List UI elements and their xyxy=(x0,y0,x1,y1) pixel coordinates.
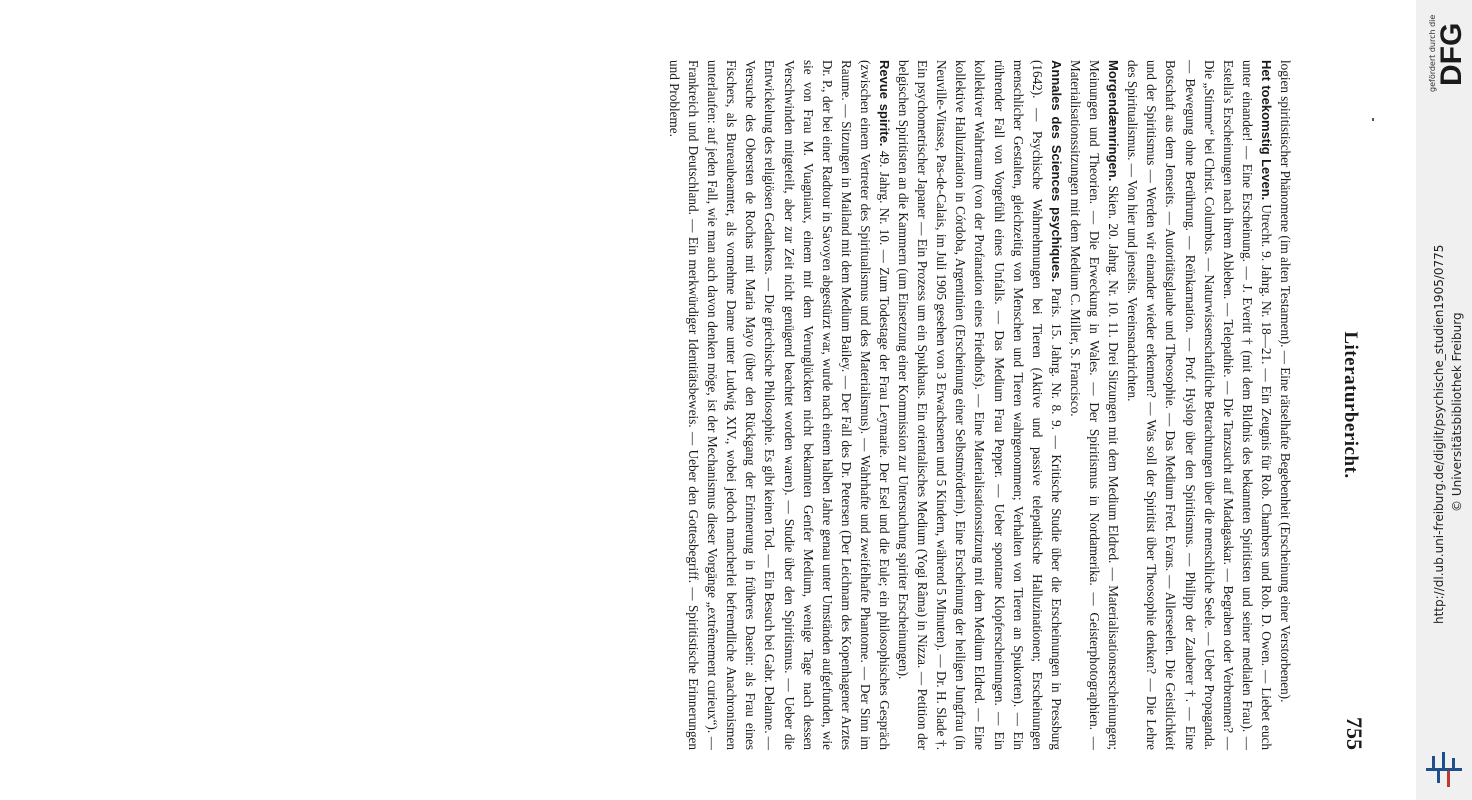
entry-text: logien spiritistischer Phänomene (im alten Testament). — Eine rätselhafte Begebenheit (Erscheinung einer Verstorbenen). xyxy=(1278,60,1293,703)
body-text xyxy=(665,60,1295,750)
entry-continuation xyxy=(1276,60,1295,750)
dfg-logo-text: DFG xyxy=(1435,22,1468,86)
entry-title: Morgendæmringen. xyxy=(1106,60,1122,182)
entry-revue-spirite xyxy=(665,60,894,750)
scan-speck xyxy=(1372,118,1374,121)
entry-het-toekomstig-leven xyxy=(1123,60,1276,750)
source-url-link[interactable]: http://dl.ub.uni-freiburg.de/diglit/psychische_studien1905/0775 xyxy=(1432,244,1446,624)
page-content xyxy=(665,60,1367,750)
dfg-caption: gefördert durch die xyxy=(1428,14,1437,92)
running-head: Literaturbericht. xyxy=(1340,331,1361,479)
page-number: 755 xyxy=(1342,717,1367,750)
entry-morgendaemringen xyxy=(1066,60,1123,750)
entry-text: Skien. 20. Jahrg. Nr. 10. 11. Drei Sitzungen mit dem Medium Eldred. — Materialisationserscheinungen; Meinungen und Theorien. — Die Erweckung in Wales. — Der Spiritismus in Nordamerika. — Geisterphotographien. — Materialisationssitzungen mit dem Medium C. Miller, S. Francisco. xyxy=(1067,60,1122,750)
copyright-notice: © Universitätsbibliothek Freiburg xyxy=(1450,312,1464,512)
entry-text: 49. Jahrg. Nr. 10. — Zum Todestage der Frau Leymarie. Der Esel und die Eule; ein philosophisches Gespräch (zwischen einem Vertreter des Spiritualismus und des Materialismus). — Wahrhafte und zweifelhafte Phantome. — Der Sinn im Raume. — Sitzungen in Mailand mit dem Medium Bailey. — Der Fall des Dr. Petersen (Der Leichnam des Kopenhagener Arztes Dr. P., der bei einer Radtour in Savoyen abgestürzt war, wurde nach einem halben Jahre genau unter Umständen aufgefunden, wie sie von Frau M. Vuagniaux, einem mit dem Verunglückten nicht bekannten Genfer Medium, wenige Tage nach dessen Verschwinden mitgeteilt, aber zur Zeit nicht genügend beachtet worden waren). — Studie über den Spiritismus. — Ueber die Entwickelung des religiösen Gedankens. — Die griechische Philosophie. Es gibt keinen Tod. — Ein Besuch bei Gabr. Delanne. — Versuche des Obersten de Rochas mit Maria Mayo (über den Rückgang der Erinnerung in früheres Dasein: als Frau eines Fischers, als Bureaubeamter, als vornehme Dame unter Ludwig XIV., wobei jedoch mancherlei befremdliche Anachronismen unterlaufen: auf jeden Fall, wie man auch davon denken möge, ist der Mechanismus dieser Vorgänge „extrêmement curieux“). — Frankreich und Deutschland. — Ein merkwürdiger Identitätsbeweis. — Ueber den Gottesbegriff. — Spiritistische Erinnerungen und Probleme. xyxy=(667,60,893,750)
entry-annales-des-sciences-psychiques xyxy=(894,60,1066,750)
entry-title: Annales des Sciences psychiques. xyxy=(1048,60,1064,283)
entry-title: Revue spirite. xyxy=(877,60,893,147)
ub-freiburg-logo-icon xyxy=(1424,750,1464,790)
entry-title: Het toekomstig Leven. xyxy=(1258,60,1274,201)
dfg-logo xyxy=(1434,10,1468,90)
page-header xyxy=(1327,60,1367,750)
entry-text: Paris. 15. Jahrg. Nr. 8. 9. — Kritische Studie über die Erscheinungen in Pressburg (1642). — Psychische Wahrnehmungen bei Tieren (Aktive und passive telepathische Halluzinationen; Erscheinungen menschlicher Gestalten, gleichzeitig von Menschen und Tieren wahrgenommen; Verhalten von Tieren an Spukorten). — Ein rührender Fall von Vorgefühl eines Unfalls. — Das Medium Frau Pepper. — Ueber spontane Klopferscheinungen. — Ein kollektiver Wahrtraum (von der Profanation eines Friedhofs). — Eine Materialisationssitzung mit dem Medium Eldred. — Eine kollektive Halluzination in Córdoba, Argentinien (Erscheinung einer Selbstmörderin). Eine Erscheinung der heiligen Jungfrau (in Neuville-Vitasse, Pas-de-Calais, im Juli 1905 gesehen von 3 Erwachsenen und 5 Kindern, während 5 Minuten). — Dr. H. Slade †. Ein psychometrischer Japaner — Ein Prozess um ein Spukhaus. Ein orientalisches Medium (Yogi Râma) in Nizza. — Petition der belgischen Spiritisten an die Kammern (um Einsetzung einer Kommission zur Untersuchung spiriter Erscheinungen). xyxy=(896,60,1064,751)
entry-text: Utrecht. 9. Jahrg. Nr. 18—21. — Ein Zeugnis für Rob. Chambers und Rob. D. Owen. — Liebet euch unter einander! — Eine Erscheinung. — J. Everitt † (mit dem Bildnis des bekannten Spiritisten und seiner medialen Frau). — Estella's Erscheinungen nach ihrem Ableben. — Telepathie. — Die Tanzsucht auf Madagaskar. — Begraben oder Verbrennen? — Die „Stimme“ bei Christ. Columbus. — Naturwissenschaftliche Betrachtungen über die menschliche Seele. — Ueber Propaganda. — Bewegung ohne Berührung. — Reïnkarnation. — Prof. Hyslop über den Spiritismus. — Philipp der Zauberer †. — Eine Botschaft aus dem Jenseits. — Autoritätsglaube und Theosophie. — Das Medium Fred. Evans. — Allerseelen. Die Geistlichkeit und der Spiritismus — Werden wir einander wieder erkennen? — Was soll der Spiritist über Theosophie denken? — Die Lehre des Spiritualismus. — Von hier und jenseits. Vereinsnachrichten. xyxy=(1125,60,1274,751)
